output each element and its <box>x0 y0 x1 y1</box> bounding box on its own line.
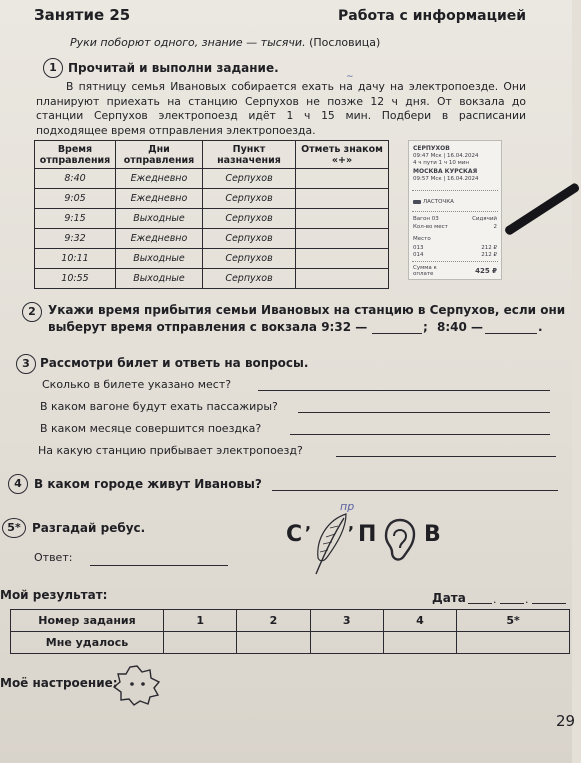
answer-line-rebus[interactable] <box>90 565 228 566</box>
cell-days: Выходные <box>116 269 203 289</box>
pen <box>504 182 581 236</box>
proverb <box>70 36 380 49</box>
ticket-divider <box>412 211 498 212</box>
answer-line-840[interactable] <box>485 333 537 334</box>
task-4-number: 4 <box>8 474 28 494</box>
cell-destination: Серпухов <box>203 169 296 189</box>
ticket-total-label: Сумма к оплате <box>413 265 437 277</box>
ticket-train-type: ЛАСТОЧКА <box>413 199 454 205</box>
col-header-time: Время отправления <box>35 141 116 169</box>
results-cell[interactable] <box>457 632 570 654</box>
results-row-label: Номер задания <box>11 610 164 632</box>
answer-label: Ответ: <box>34 551 73 564</box>
task-1-title: Прочитай и выполни задание. <box>68 61 279 75</box>
task-5-title: Разгадай ребус. <box>32 521 146 535</box>
cell-time: 9:15 <box>35 209 116 229</box>
question-month: В каком месяце совершится поездка? <box>40 422 262 435</box>
table-row <box>35 169 389 189</box>
date-label: Дата <box>432 591 466 605</box>
results-cell[interactable] <box>164 632 237 654</box>
section-title: Работа с информацией <box>338 8 527 24</box>
pencil-mark: ~ <box>346 72 354 82</box>
answer-line-city[interactable] <box>272 490 558 491</box>
cell-days: Ежедневно <box>116 189 203 209</box>
table-row <box>35 269 389 289</box>
task-4-title: В каком городе живут Ивановы? <box>34 477 262 491</box>
cell-destination: Серпухов <box>203 269 296 289</box>
ticket-from: СЕРПУХОВ <box>413 145 450 152</box>
page-number: 29 <box>556 712 576 730</box>
ticket-car-type: Сидячий <box>472 216 497 222</box>
results-task-5: 5* <box>457 610 570 632</box>
cell-mark[interactable] <box>296 249 389 269</box>
ticket-row2-left: 014 <box>413 252 424 258</box>
ticket-seat-value: 2 <box>493 224 497 230</box>
mood-face-icon[interactable] <box>112 664 162 706</box>
ticket-total-value: 425 ₽ <box>475 267 497 275</box>
task-3-number: 3 <box>16 354 36 374</box>
results-cell[interactable] <box>310 632 383 654</box>
ear-icon <box>382 516 418 564</box>
table-row <box>35 229 389 249</box>
ticket-to-time: 09:57 Мск | 16.04.2024 <box>413 176 479 182</box>
cell-time: 10:11 <box>35 249 116 269</box>
results-cell[interactable] <box>237 632 310 654</box>
pencil-note: пр <box>340 500 355 513</box>
results-task-1: 1 <box>164 610 237 632</box>
question-seats: Сколько в билете указано мест? <box>42 378 232 391</box>
ticket-place-label: Место <box>413 236 431 242</box>
date-year-line[interactable] <box>532 603 566 604</box>
task-1-text: В пятницу семья Ивановых собирается ехать на дачу на электропоезде. Они планируют приехать на станцию Серпухов не позже 12 ч дня. От вокзала до станции Серпухов электропоезд идёт 1 ч 15 мин. Подбери в расписании подходящее время отправления электропоезда. <box>36 80 526 137</box>
schedule-table <box>34 140 389 289</box>
results-cell[interactable] <box>383 632 456 654</box>
rebus-letter-p: П <box>358 522 377 547</box>
cell-days: Ежедневно <box>116 169 203 189</box>
ticket-from-time: 09:47 Мск | 16.04.2024 <box>413 153 479 159</box>
task-2-second-time: 8:40 — <box>437 320 484 334</box>
cell-time: 8:40 <box>35 169 116 189</box>
feather-icon <box>308 510 355 580</box>
lesson-title: Занятие 25 <box>34 6 131 24</box>
task-1-number: 1 <box>43 58 63 78</box>
answer-line-station[interactable] <box>336 456 556 457</box>
col-header-days: Дни отправления <box>116 141 203 169</box>
ticket-row1-left: 013 <box>413 245 424 251</box>
task-2-end: . <box>538 320 543 334</box>
answer-line-car[interactable] <box>298 412 550 413</box>
task-5-number: 5* <box>2 518 26 538</box>
cell-mark[interactable] <box>296 269 389 289</box>
task-2-sep: ; <box>423 320 428 334</box>
cell-mark[interactable] <box>296 189 389 209</box>
results-table <box>10 609 570 654</box>
rebus-letter-c: С <box>286 522 303 547</box>
answer-line-month[interactable] <box>290 434 550 435</box>
results-title: Мой результат: <box>0 588 108 602</box>
train-ticket <box>408 140 502 280</box>
train-icon <box>413 200 421 204</box>
results-row-success <box>11 632 570 654</box>
ticket-divider <box>412 190 498 191</box>
task-3-title: Рассмотри билет и ответь на вопросы. <box>40 356 309 370</box>
results-task-2: 2 <box>237 610 310 632</box>
rebus-letter-v: В <box>424 522 441 547</box>
col-header-destination: Пункт назначения <box>203 141 296 169</box>
cell-mark[interactable] <box>296 169 389 189</box>
table-row <box>35 249 389 269</box>
results-row-tasks <box>11 610 570 632</box>
results-task-4: 4 <box>383 610 456 632</box>
task-2-title-line1: Укажи время прибытия семьи Ивановых на станцию в Серпухов, если они <box>48 303 566 317</box>
proverb-text: Руки поборют одного, знание — тысячи. <box>70 36 306 49</box>
ticket-to: МОСКВА КУРСКАЯ <box>413 168 478 175</box>
results-task-3: 3 <box>310 610 383 632</box>
cell-destination: Серпухов <box>203 229 296 249</box>
cell-days: Ежедневно <box>116 229 203 249</box>
mood-label: Моё настроение: <box>0 676 118 690</box>
cell-mark[interactable] <box>296 209 389 229</box>
task-2-number: 2 <box>22 302 42 322</box>
cell-days: Выходные <box>116 249 203 269</box>
results-row-label: Мне удалось <box>11 632 164 654</box>
table-row <box>35 209 389 229</box>
ticket-car-label: Вагон 03 <box>413 216 439 222</box>
answer-line-seats[interactable] <box>258 390 550 391</box>
ticket-from-note: 4 ч пути 1 ч 10 мин <box>413 160 469 166</box>
date-month-line[interactable] <box>500 603 524 604</box>
table-row <box>35 189 389 209</box>
ticket-row1-right: 212 ₽ <box>481 245 497 251</box>
cell-destination: Серпухов <box>203 249 296 269</box>
schedule-header-row <box>35 141 389 169</box>
rebus-comma: , <box>305 514 312 533</box>
ticket-row2-right: 212 ₽ <box>481 252 497 258</box>
cell-destination: Серпухов <box>203 189 296 209</box>
cell-destination: Серпухов <box>203 209 296 229</box>
question-station: На какую станцию прибывает электропоезд? <box>38 444 303 457</box>
date-dot-1: . <box>493 593 497 606</box>
ticket-divider <box>412 261 498 262</box>
rebus-comma-2: , <box>348 514 355 533</box>
date-dot-2: . <box>525 593 529 606</box>
cell-time: 9:32 <box>35 229 116 249</box>
date-day-line[interactable] <box>468 603 492 604</box>
ticket-seat-label: Кол-во мест <box>413 224 448 230</box>
proverb-source: (Пословица) <box>309 36 381 49</box>
question-car: В каком вагоне будут ехать пассажиры? <box>40 400 278 413</box>
cell-time: 9:05 <box>35 189 116 209</box>
col-header-mark: Отметь знаком «+» <box>296 141 389 169</box>
cell-mark[interactable] <box>296 229 389 249</box>
task-2-title-line2: выберут время отправления с вокзала 9:32 — <box>48 320 368 334</box>
cell-time: 10:55 <box>35 269 116 289</box>
cell-days: Выходные <box>116 209 203 229</box>
answer-line-932[interactable] <box>372 333 422 334</box>
